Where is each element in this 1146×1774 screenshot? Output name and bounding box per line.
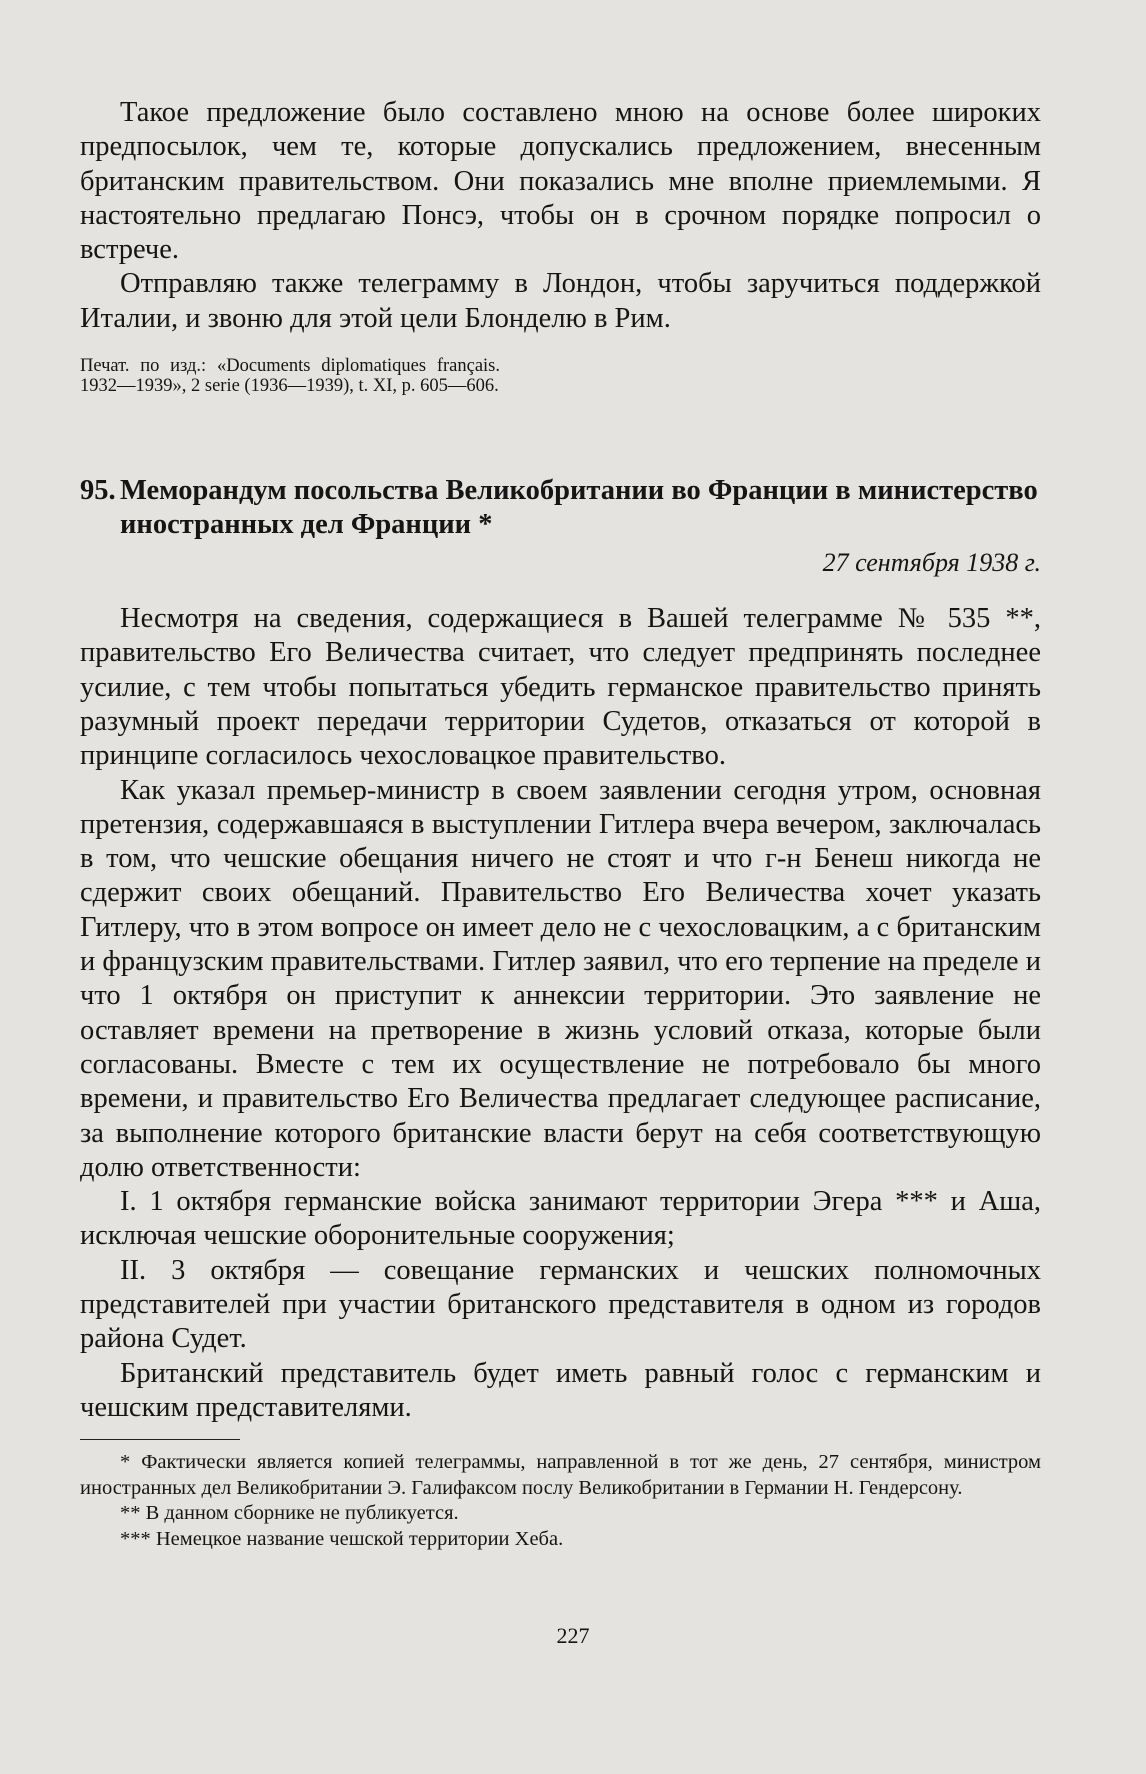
footnote: * Фактически является копией телеграммы, направленной в тот же день, 27 сентября, министром иностранных дел Великобритании Э. Галифаксом послу Великобритании в Германии Н. Гендерсону.	[80, 1451, 1041, 1499]
list-item: I. 1 октября германские войска занимают территории Эгера *** и Аша, исключая чешские оборонительные сооружения;	[80, 1186, 1041, 1252]
document-number: 95.	[80, 475, 116, 507]
page-number: 227	[556, 1623, 590, 1648]
footnote: ** В данном сборнике не публикуется.	[120, 1502, 459, 1525]
body-paragraph: Британский представитель будет иметь равный голос с германским и чешским представителями.	[80, 1357, 1041, 1423]
document-heading	[80, 474, 1041, 542]
source-citation: Печат. по изд.: «Documents diplomatiques français. 1932—1939», 2 serie (1936—1939), t. XI, p. 605—606.	[80, 356, 500, 397]
document-title: Меморандум посольства Великобритании во Франции в министерство иностранных дел Франции *	[120, 475, 1038, 541]
body-paragraph: Как указал премьер-министр в своем заявлении сегодня утром, основная претензия, содержавшаяся в выступлении Гитлера вчера вечером, заключалась в том, что чешские обещания ничего не стоят и что г-н Бенеш никогда не сдержит своих обещаний. Правительство Его Величества хочет указать Гитлеру, что в этом вопросе он имеет дело не с чехословацким, а с британским и французским правительствами. Гитлер заявил, что его терпение на пределе и что 1 октября он приступит к аннексии территории. Это заявление не оставляет времени на претворение в жизнь условий отказа, которые были согласованы. Вместе с тем их осуществление не потребовало бы много времени, и правительство Его Величества предлагает следующее расписание, за выполнение которого британские власти берут на себя соответствующую долю ответственности:	[80, 774, 1041, 1183]
footnote-divider	[80, 1439, 240, 1440]
document-date: 27 сентября 1938 г.	[822, 548, 1041, 578]
body-paragraph: Такое предложение было составлено мною на основе более широких предпосылок, чем те, которые допускались предложением, внесенным британским правительством. Они показались мне вполне приемлемыми. Я настоятельно предлагаю Понсэ, чтобы он в срочном порядке попросил о встрече.	[80, 97, 1041, 266]
body-paragraph: Несмотря на сведения, содержащиеся в Вашей телеграмме № 535 **, правительство Его Величества считает, что следует предпринять последнее усилие, с тем чтобы попытаться убедить германское правительство принять разумный проект передачи территории Судетов, отказаться от которой в принципе согласилось чехословацкое правительство.	[80, 603, 1041, 772]
body-paragraph: Отправляю также телеграмму в Лондон, чтобы заручиться поддержкой Италии, и звоню для этой цели Блонделю в Рим.	[80, 268, 1041, 334]
footnote: *** Немецкое название чешской территории Хеба.	[120, 1527, 564, 1550]
list-item: II. 3 октября — совещание германских и чешских полномочных представителей при участии британского представителя в одном из городов района Судет.	[80, 1254, 1041, 1355]
